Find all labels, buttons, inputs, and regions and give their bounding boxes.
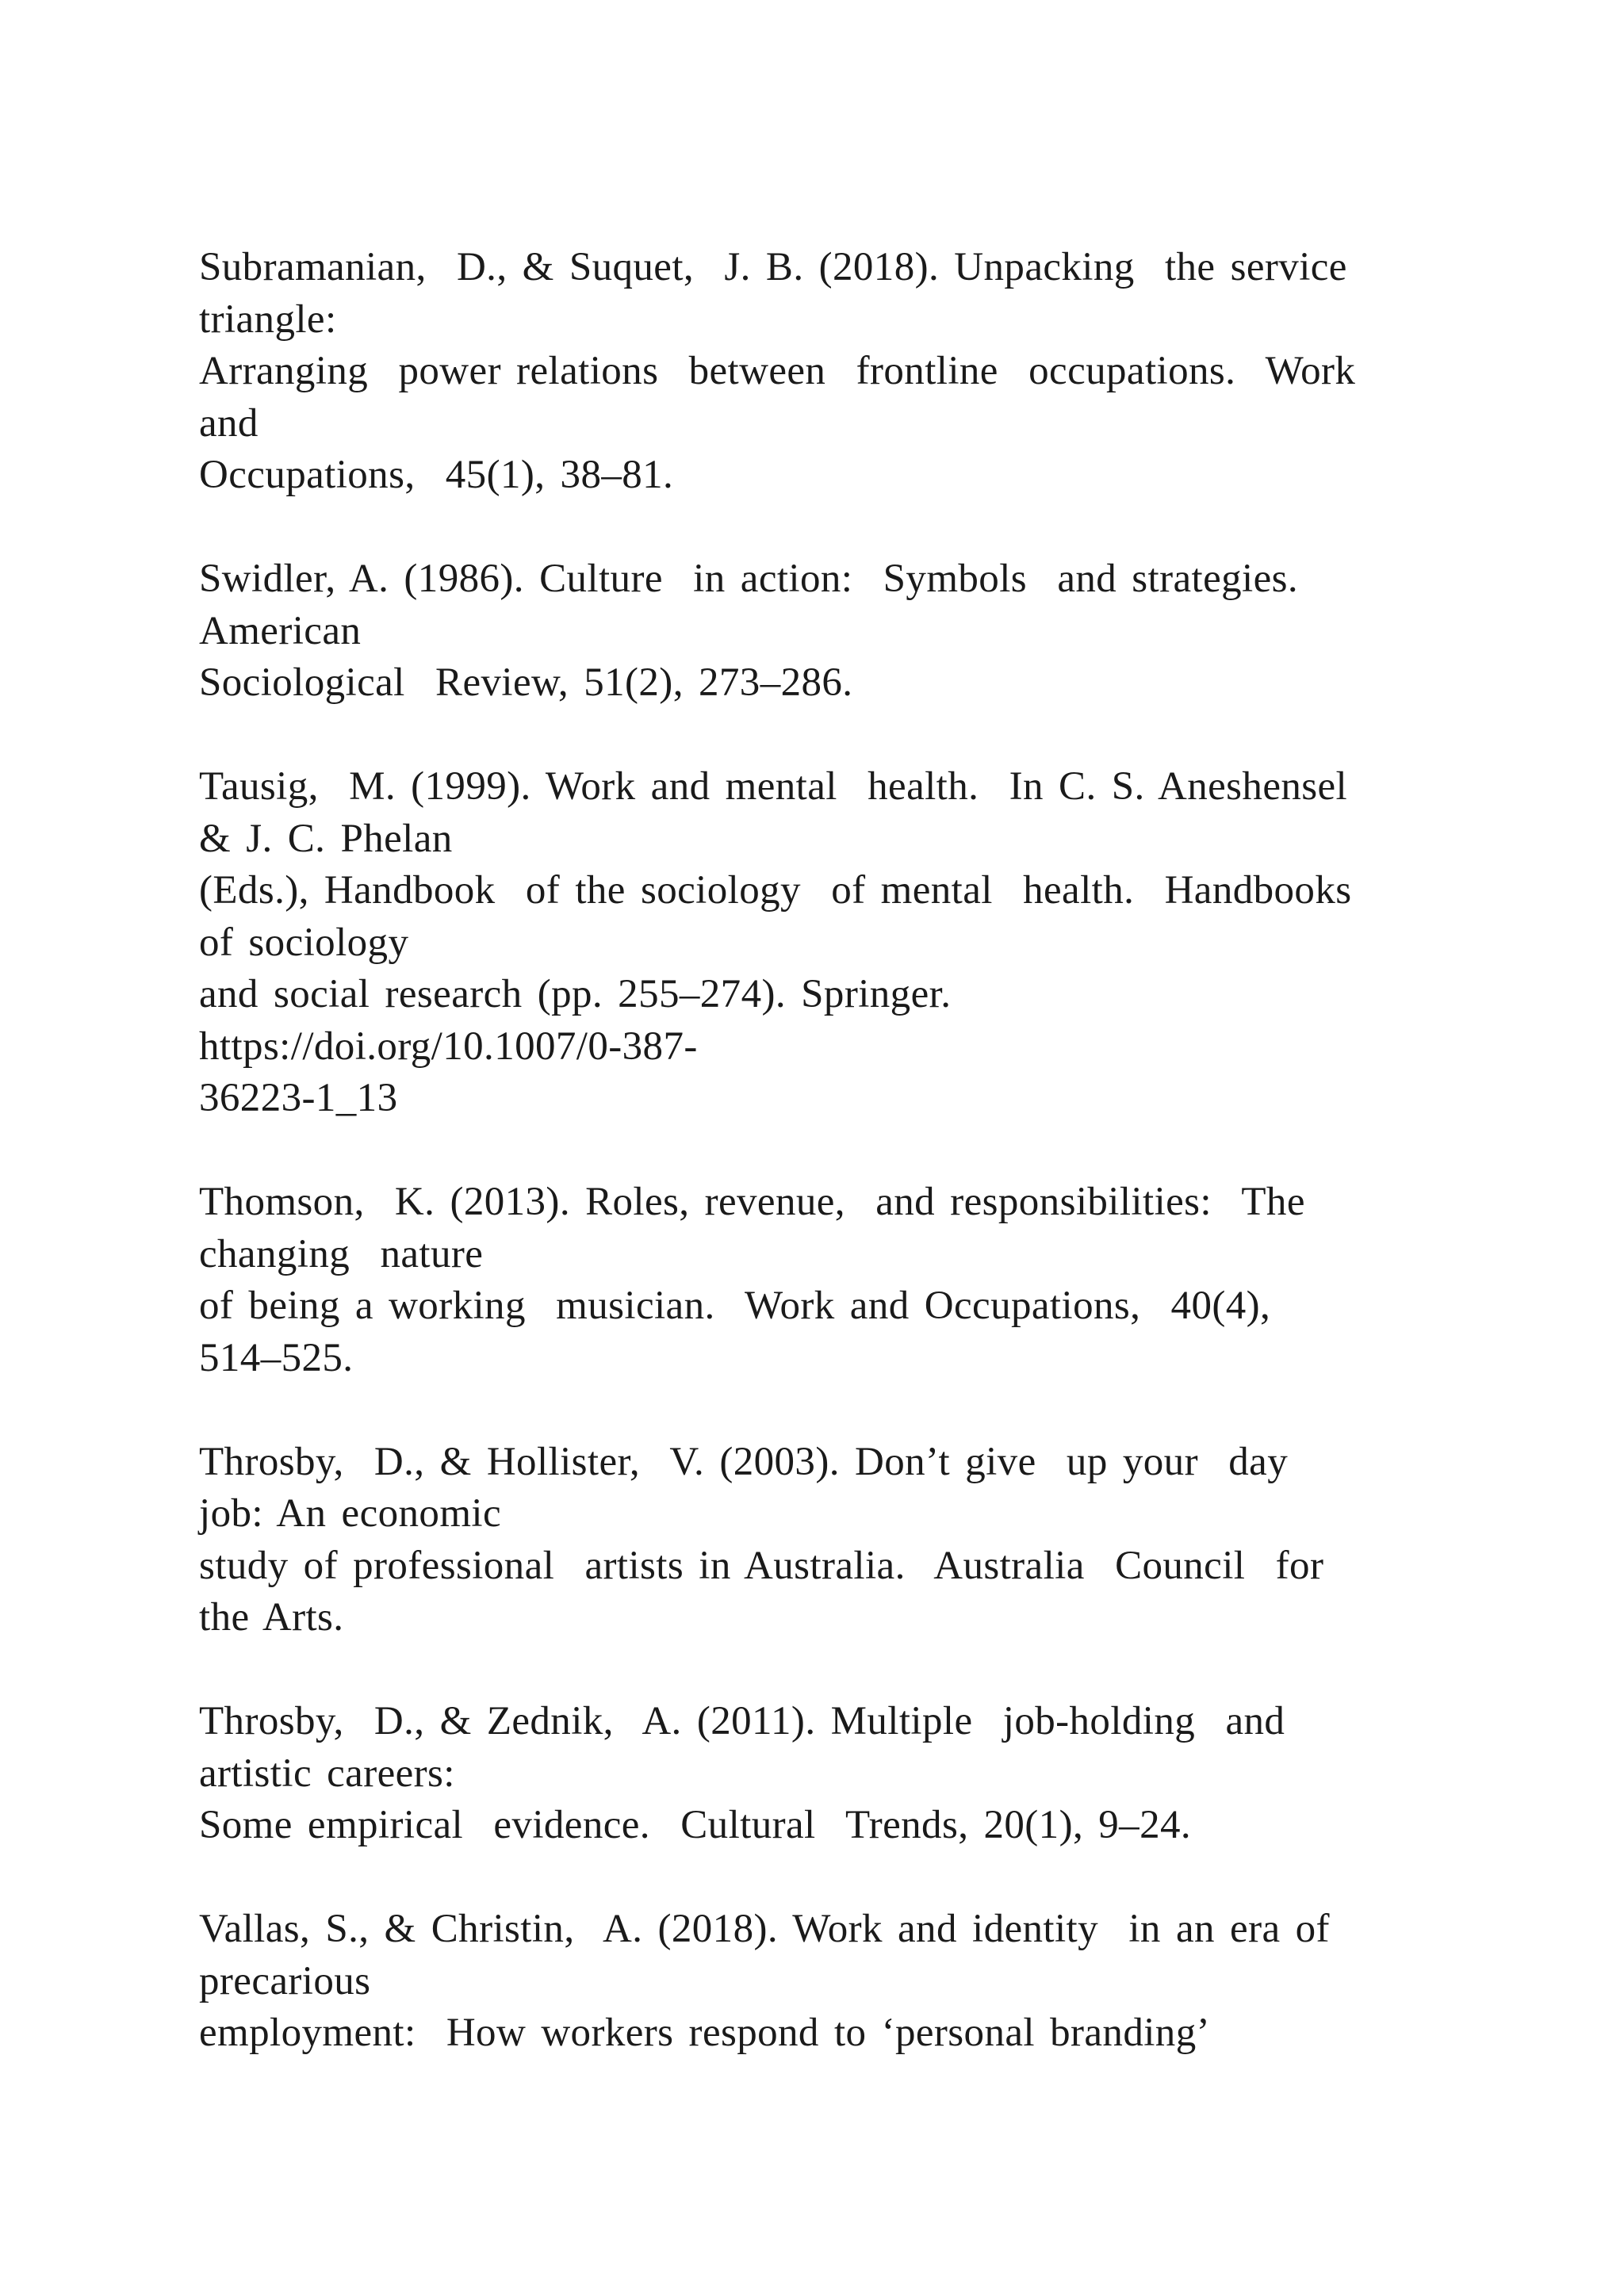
reference-swidler-1986 [199, 553, 1500, 710]
reference-line: Throsby, D., & Hollister, V. (2003). Don’t give up your day [199, 1439, 1289, 1484]
reference-line: 514–525. [199, 1335, 354, 1380]
reference-vallas-2018 [199, 1904, 1500, 2060]
reference-line: Thomson, K. (2013). Roles, revenue, and responsibilities: The [199, 1180, 1305, 1224]
reference-line: job: An economic [199, 1491, 502, 1536]
reference-list [199, 242, 1500, 2111]
reference-throsby-hollister-2003 [199, 1437, 1500, 1644]
reference-line: and social research (pp. 255–274). Springer. [199, 972, 952, 1016]
reference-line: of being a working musician. Work and Occupations, 40(4), [199, 1284, 1271, 1328]
reference-line: of sociology [199, 920, 409, 965]
reference-line: Some empirical evidence. Cultural Trends, 20(1), 9–24. [199, 1803, 1192, 1847]
reference-line: study of professional artists in Australia. Australia Council for [199, 1543, 1324, 1588]
reference-subramanian-2018 [199, 242, 1500, 502]
reference-thomson-2013 [199, 1177, 1500, 1384]
reference-line: (Eds.), Handbook of the sociology of mental health. Handbooks [199, 868, 1352, 913]
reference-throsby-zednik-2011 [199, 1696, 1500, 1852]
reference-doi-link[interactable]: https://doi.org/10.1007/0-387- [199, 1024, 698, 1069]
reference-tausig-1999 [199, 761, 1500, 1125]
reference-line: changing nature [199, 1231, 484, 1276]
reference-line: and [199, 400, 259, 446]
reference-line: Subramanian, D., & Suquet, J. B. (2018). Unpacking the service [199, 245, 1347, 289]
reference-line: Vallas, S., & Christin, A. (2018). Work and identity in an era of [199, 1907, 1330, 1951]
reference-line: Tausig, M. (1999). Work and mental health. In C. S. Aneshensel [199, 764, 1348, 809]
reference-line: artistic careers: [199, 1751, 455, 1796]
reference-line: American [199, 608, 362, 653]
reference-line: Occupations, 45(1), 38–81. [199, 453, 674, 497]
reference-line: precarious [199, 1958, 371, 2003]
reference-line: triangle: [199, 297, 337, 342]
reference-doi-link[interactable]: 36223-1_13 [199, 1076, 398, 1120]
reference-line: & J. C. Phelan [199, 816, 453, 861]
reference-line: Swidler, A. (1986). Culture in action: Symbols and strategies. [199, 557, 1299, 601]
reference-line: the Arts. [199, 1595, 344, 1640]
reference-line: Throsby, D., & Zednik, A. (2011). Multiple job-holding and [199, 1699, 1285, 1743]
reference-line: Sociological Review, 51(2), 273–286. [199, 660, 853, 705]
reference-line: Arranging power relations between frontline occupations. Work [199, 349, 1356, 393]
reference-line: employment: How workers respond to ‘personal branding’ [199, 2011, 1210, 2055]
